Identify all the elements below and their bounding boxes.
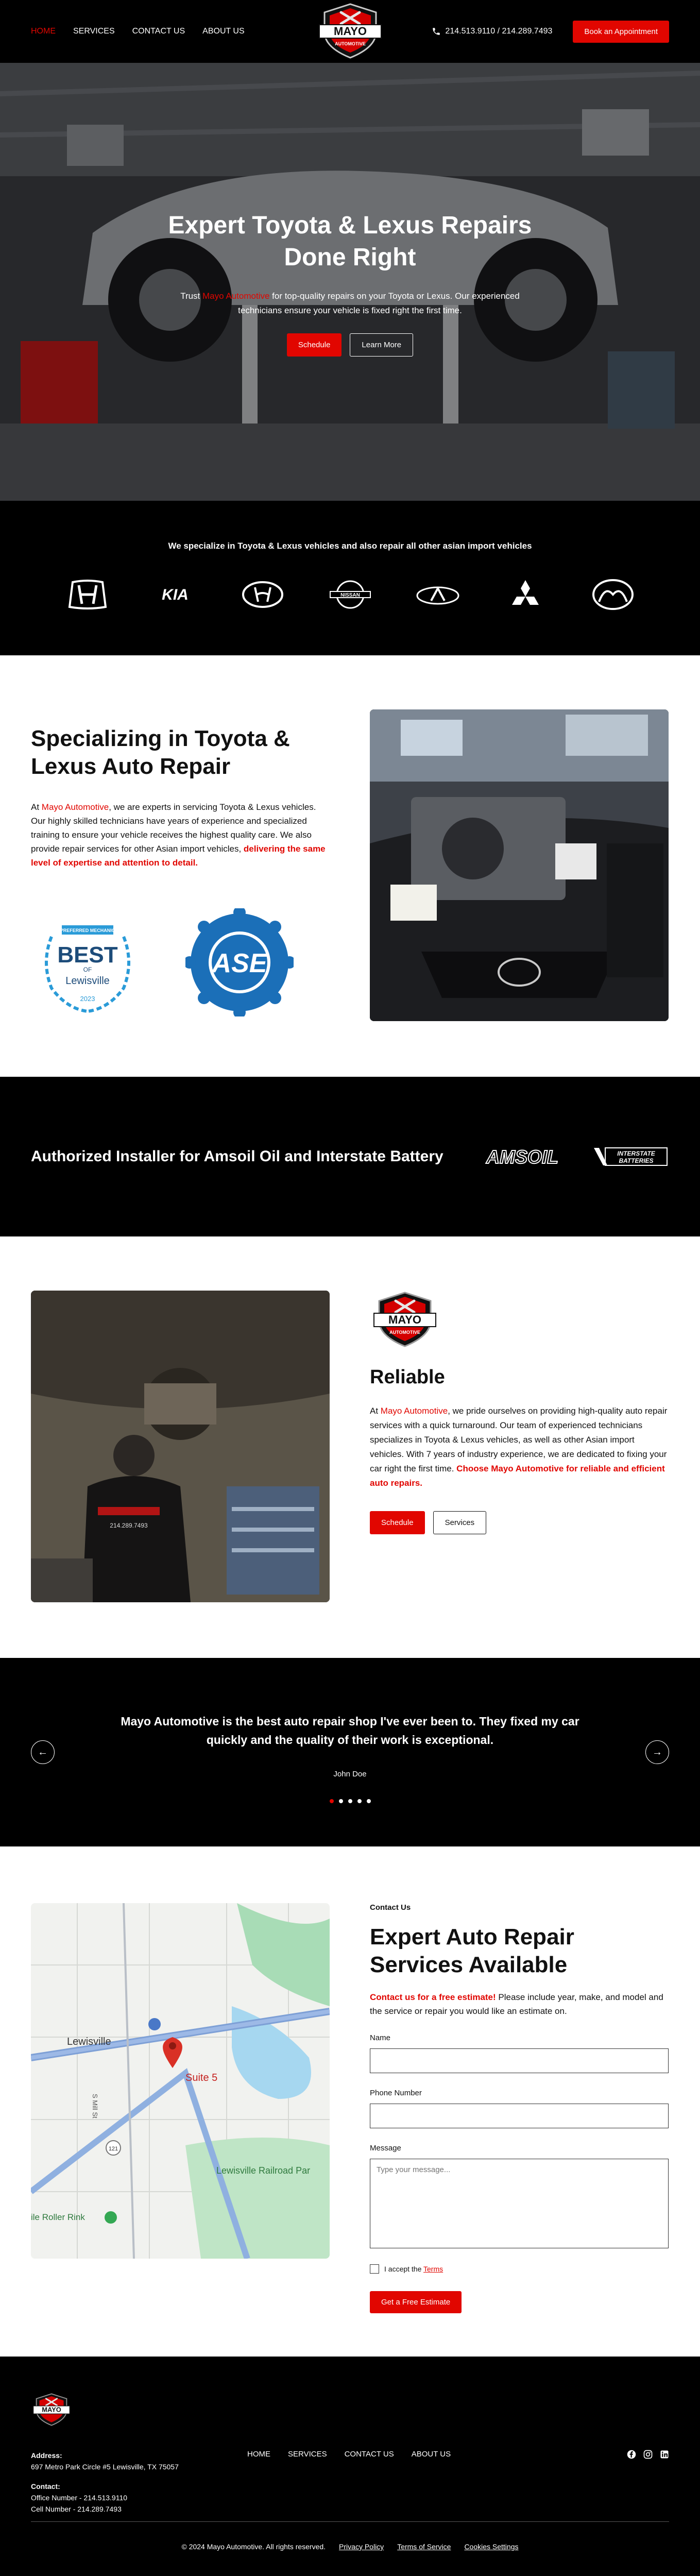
get-estimate-button[interactable]: Get a Free Estimate [370,2291,462,2313]
testimonial-section [0,1658,700,1846]
svg-text:OF: OF [83,966,92,973]
reliable-section [0,1236,700,1658]
linkedin-icon[interactable] [660,2450,669,2459]
infiniti-logo [415,578,461,611]
mitsubishi-logo [502,578,549,611]
svg-text:AUTOMOTIVE: AUTOMOTIVE [334,41,366,46]
footer-nav-contact[interactable]: CONTACT US [344,2450,394,2459]
svg-text:Lewisville Railroad Par: Lewisville Railroad Par [216,2165,311,2176]
ase-badge [185,908,294,1016]
facebook-icon[interactable] [627,2450,636,2459]
testimonial-author: John Doe [333,1770,367,1778]
nissan-logo [327,578,373,611]
hero-schedule-button[interactable]: Schedule [287,333,342,357]
svg-text:KIA: KIA [161,586,189,603]
slider-dot[interactable] [339,1799,343,1803]
svg-text:2023: 2023 [80,995,95,1003]
hero-text: Trust Mayo Automotive for top-quality repairs on your Toyota or Lexus. Our experienced technicians ensure your vehicle is fixed right the first time. [180,291,520,315]
footer-bottom [31,2521,669,2551]
message-label: Message [370,2144,401,2153]
svg-text:NISSAN: NISSAN [340,592,360,598]
prev-arrow-button[interactable] [31,1740,55,1764]
nav-services[interactable]: SERVICES [73,27,115,36]
reliable-title: Reliable [370,1366,445,1388]
svg-text:ile Roller Rink: ile Roller Rink [31,2212,85,2222]
reliable-text: At Mayo Automotive, we pride ourselves on providing high-quality auto repair services with a quick turnaround. Our team of experienced technicians specializes in Toyota & Lexus vehicles, as well as other Asian import vehicles. With 7 years of industry experience, we are dedicated to fixing your car right the first time. Choose Mayo Automotive for reliable and efficient auto repairs. [370,1406,668,1488]
contact-section [0,1846,700,2357]
contact-intro: Contact us for a free estimate! Please include year, make, and model and the service or repair you would like an estimate on. [370,1992,663,2016]
engine-bay-photo [370,709,669,1021]
specializing-title: Specializing in Toyota & Lexus Auto Repair [31,726,290,779]
svg-text:S Mill St: S Mill St [91,2094,99,2119]
reliable-schedule-button[interactable]: Schedule [370,1511,425,1534]
location-map[interactable] [31,1903,330,2259]
footer-nav-about[interactable]: ABOUT US [411,2450,451,2459]
slider-dot[interactable] [357,1799,362,1803]
footer-nav [247,2450,451,2459]
specializing-section [0,655,700,1077]
contact-title: Expert Auto Repair Services Available [370,1924,574,1977]
book-appointment-button[interactable]: Book an Appointment [573,21,669,43]
mechanic-photo [31,1291,330,1602]
footer-address: Address: 697 Metro Park Circle #5 Lewisville, TX 75057 Contact: Office Number - 214.513.9110 Cell Number - 214.289.7493 [31,2451,179,2513]
arrow-right-icon: → [652,1746,662,1758]
svg-text:Lewisville: Lewisville [65,975,110,987]
svg-text:Suite 5: Suite 5 [185,2072,218,2083]
terms-checkbox-row[interactable] [370,2264,669,2274]
next-arrow-button[interactable] [645,1740,669,1764]
social-links [627,2450,669,2459]
site-footer [0,2357,700,2576]
cookies-settings-link[interactable]: Cookies Settings [464,2543,519,2551]
testimonial-quote: Mayo Automotive is the best auto repair shop I've ever been to. They fixed my car quickly and the quality of their work is exceptional. [121,1715,579,1747]
svg-text:PREFERRED MECHANIC: PREFERRED MECHANIC [60,928,115,933]
hero-title: Expert Toyota & Lexus Repairs Done Right [168,212,532,271]
name-label: Name [370,2033,391,2042]
svg-text:ASE: ASE [212,948,267,978]
amsoil-title: Authorized Installer for Amsoil Oil and Interstate Battery [31,1148,443,1165]
privacy-policy-link[interactable]: Privacy Policy [339,2543,384,2551]
svg-text:Lewisville: Lewisville [67,2036,111,2047]
phone-number: 214.513.9110 / 214.289.7493 [445,27,553,36]
header-phone[interactable] [432,27,552,36]
site-header [0,0,700,63]
hyundai-logo [240,578,286,611]
award-badges [31,906,330,1019]
terms-text: I accept the Terms [384,2265,443,2273]
terms-link[interactable]: Terms [423,2265,443,2273]
amsoil-section [0,1077,700,1236]
hero-content [0,210,700,357]
phone-icon [432,27,441,36]
svg-text:BATTERIES: BATTERIES [619,1157,654,1164]
instagram-icon[interactable] [643,2450,653,2459]
brand-logos [0,578,700,611]
nav-contact[interactable]: CONTACT US [132,27,185,36]
svg-text:121: 121 [108,2146,118,2152]
contact-eyebrow: Contact Us [370,1903,411,1912]
header-right [432,21,669,43]
footer-nav-services[interactable]: SERVICES [288,2450,327,2459]
svg-text:AUTOMOTIVE: AUTOMOTIVE [389,1330,420,1335]
honda-logo [64,578,111,611]
name-input[interactable] [370,2048,669,2073]
phone-input[interactable] [370,2104,669,2128]
svg-text:INTERSTATE: INTERSTATE [617,1150,655,1157]
mazda-logo [590,578,636,611]
hero-section [0,63,700,501]
brands-heading: We specialize in Toyota & Lexus vehicles and also repair all other asian import vehicles [168,541,532,551]
svg-text:AMSOIL: AMSOIL [486,1146,558,1167]
svg-text:MAYO: MAYO [333,25,367,38]
svg-text:MAYO: MAYO [42,2405,61,2414]
slider-dot[interactable] [367,1799,371,1803]
footer-logo[interactable] [31,2393,72,2427]
message-textarea[interactable] [370,2159,669,2248]
footer-nav-home[interactable]: HOME [247,2450,270,2459]
svg-text:214.289.7493: 214.289.7493 [110,1522,148,1529]
terms-checkbox[interactable] [370,2264,379,2274]
copyright: © 2024 Mayo Automotive. All rights reserved. [181,2543,326,2551]
nav-home[interactable]: HOME [31,27,56,36]
hero-learn-more-button[interactable]: Learn More [350,333,413,357]
main-nav [31,27,245,36]
slider-dot[interactable] [348,1799,352,1803]
mayo-logo[interactable] [315,2,385,60]
best-of-lewisville-badge [31,906,144,1019]
svg-text:BEST: BEST [57,942,118,968]
estimate-form [370,1903,669,2357]
terms-of-service-link[interactable]: Terms of Service [397,2543,451,2551]
interstate-batteries-logo [592,1144,669,1170]
testimonial-dots [0,1799,700,1803]
brands-section [0,501,700,655]
phone-label: Phone Number [370,2089,422,2097]
specializing-text: At Mayo Automotive, we are experts in servicing Toyota & Lexus vehicles. Our highly skilled technicians have years of experience and specialized training to ensure your vehicle receives the highest quality care. We also provide repair services for other Asian import vehicles, delivering the same level of expertise and attention to detail. [31,802,326,868]
reliable-services-button[interactable]: Services [433,1511,487,1534]
svg-text:MAYO: MAYO [388,1313,421,1326]
mayo-logo-small [370,1291,440,1348]
slider-dot[interactable] [330,1799,334,1803]
arrow-left-icon: ← [38,1746,48,1758]
kia-logo [152,578,198,611]
amsoil-logo [473,1144,571,1170]
nav-about[interactable]: ABOUT US [202,27,245,36]
